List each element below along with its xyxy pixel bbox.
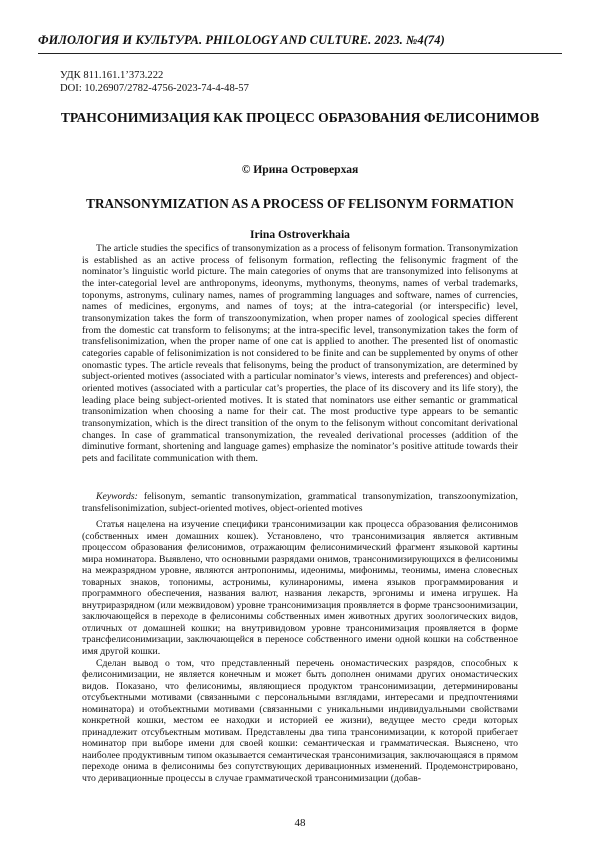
keywords-list: felisonym, semantic transonymization, grammatical transonymization, transzoonymization, transfelisonimization, subject-oriented motives, object-oriented motives xyxy=(82,491,518,514)
abstract-en: The article studies the specifics of transonymization as a process of felisonym formation. Transonymization is established as an active process of felisonym formation, reflecting the felisonymic fragment of the nominator’s linguistic world picture. The main categories of onyms that are transonymized into felisonyms at the inter-categorial level are anthroponyms, ideonyms, mythonyms, theonyms, names of verbal trademarks, toponyms, astronyms, culinary names, names of programming languages and software, names of currencies, names of medicines, ergonyms, and names of toys; at the intra-categorial (or interspecific) level, transonymization takes the form of transzoonymization, when proper names of zoological species different from the domestic cat transform to felisonyms; at the intra-specific level, transonymization takes the form of transfelisonimization, when the proper name of one cat is applied to another. The presented list of onomastic categories capable of felisonimization is not considered to be finite and can be supplemented by onyms of other onomastic types. The article reveals that felisonyms, being the product of transonymization, are determined by subject-oriented motives (associated with a particular nominator’s views, interests and preferences) and object-oriented motives (associated with a particular cat’s properties, the place of its discovery and its life story), the leading place being subject-oriented motives. It is stated that nominators use either semantic or grammatical transonimization when choosing a name for their cat. The most productive type appears to be semantic transonymization, which is the direct transition of the onym to the felisonym without concomitant derivational changes. In case of grammatical transonymization, the revealed derivational processes (addition of the diminutive formant, shortening and language games) emphasize the nominator’s positive attitude towards their pets and facilitate communication with them. xyxy=(82,243,518,464)
keywords-label: Keywords: xyxy=(96,491,138,502)
journal-running-header: ФИЛОЛОГИЯ И КУЛЬТУРА. PHILOLOGY AND CULTURE. 2023. №4(74) xyxy=(38,33,445,47)
article-title-ru: ТРАНСОНИМИЗАЦИЯ КАК ПРОЦЕСС ОБРАЗОВАНИЯ ФЕЛИСОНИМОВ xyxy=(60,110,540,125)
article-metadata xyxy=(60,70,249,95)
udc-code: УДК 811.161.1’373.222 xyxy=(60,70,164,81)
header-divider xyxy=(38,53,562,54)
doi-identifier[interactable]: DOI: 10.26907/2782-4756-2023-74-4-48-57 xyxy=(60,82,249,94)
paragraph: Статья нацелена на изучение специфики трансонимизации как процесса образования фелисонимов (собственных имен домашних кошек). Установлено, что трансонимизация является активным процессом образования фелисонимов, отражающим фелисонимический фрагмент языковой картины мира номинатора. Выявлено, что основными разрядами онимов, трансонимизирующихся в фелисонимы на межразрядном уровне, являются антропонимы, идеонимы, мифонимы, теонимы, имена словесных товарных знаков, топонимы, астронимы, кулинаронимы, имена языков программирования и программного обеспечения, названия валют, названия лекарств, эргонимы и имена игрушек. На внутриразрядном (или межвидовом) уровне трансонимизация проявляется в форме трансзоонимизации, заключающейся в переходе в фелисонимы собственных имен животных других зоологических видов, отличных от домашней кошки; на внутривидовом уровне трансонимизация проявляется в форме трансфелисонимизации, заключающейся в переносе собственного имени одной кошки на собственное имя другой кошки. xyxy=(82,519,518,658)
paragraph: Сделан вывод о том, что представленный перечень ономастических разрядов, способных к фелисонимизации, не является конечным и может быть дополнен онимами других ономастических видов. Показано, что фелисонимы, являющиеся продуктом трансонимизации, детерминированы отсубъектными мотивами (связанными с персональными взглядами, интересами и предпочтениями номинатора) и отобъектными мотивами (связанными с уникальными индивидуальными свойствами конкретной кошки, местом ее находки и историей ее жизни), ведущее место среди которых принадлежит отсубъектным мотивам. Представлены два типа трансонимизации, к которой прибегает номинатор при выборе имени для своей кошки: семантическая и грамматическая. Выяснено, что наиболее продуктивным типом оказывается семантическая трансонимизация, заключающаяся в прямом переходе онима в фелисонимы без сопутствующих деривационных изменений. Продемонстрировано, что деривационные процессы в случае грамматической трансонимизации (добав- xyxy=(82,657,518,785)
page-number: 48 xyxy=(294,817,306,829)
keywords-en xyxy=(82,491,518,514)
abstract-ru xyxy=(82,519,518,785)
author-name-ru: © Ирина Островерхая xyxy=(241,163,359,176)
article-title-en: TRANSONYMIZATION AS A PROCESS OF FELISONYM FORMATION xyxy=(86,196,514,211)
author-name-en: Irina Ostroverkhaia xyxy=(250,228,350,241)
